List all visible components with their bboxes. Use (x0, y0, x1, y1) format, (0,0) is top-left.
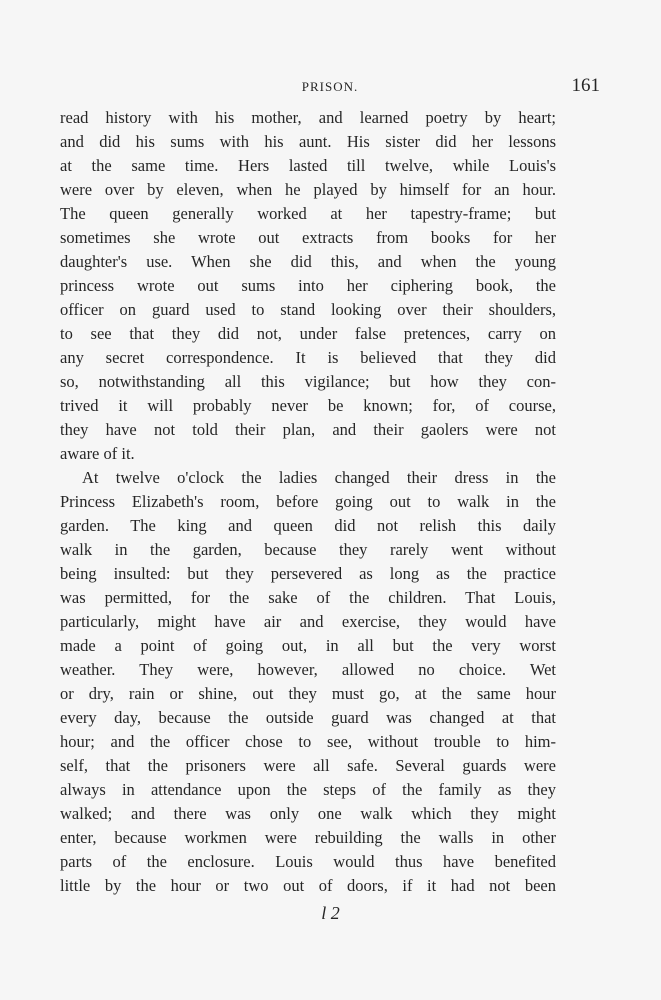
text-line: princess wrote out sums into her ciphering book, the (60, 276, 556, 295)
text-line: was permitted, for the sake of the children. That Louis, (60, 588, 556, 607)
text-line: so, notwithstanding all this vigilance; but how they con- (60, 372, 556, 391)
text-line: daughter's use. When she did this, and when the young (60, 252, 556, 271)
paragraph (60, 466, 556, 898)
text-line: particularly, might have air and exercise, they would have (60, 612, 556, 631)
text-line: hour; and the officer chose to see, without trouble to him- (60, 732, 556, 751)
text-line: The queen generally worked at her tapestry-frame; but (60, 204, 556, 223)
text-line: walk in the garden, because they rarely went without (60, 540, 556, 559)
body-text (60, 106, 556, 898)
text-line: read history with his mother, and learned poetry by heart; (60, 108, 556, 127)
text-line: parts of the enclosure. Louis would thus have benefited (60, 852, 556, 871)
text-line: sometimes she wrote out extracts from books for her (60, 228, 556, 247)
text-line: at the same time. Hers lasted till twelve, while Louis's (60, 156, 556, 175)
signature-mark: l 2 (321, 903, 340, 923)
text-line: and did his sums with his aunt. His sister did her lessons (60, 132, 556, 151)
page-number: 161 (571, 75, 600, 96)
text-line: every day, because the outside guard was changed at that (60, 708, 556, 727)
running-title: PRISON. (301, 79, 359, 94)
text-line: weather. They were, however, allowed no choice. Wet (60, 660, 556, 679)
text-line: enter, because workmen were rebuilding the walls in other (60, 828, 556, 847)
text-line: little by the hour or two out of doors, if it had not been (60, 876, 556, 895)
text-line: At twelve o'clock the ladies changed their dress in the (82, 468, 556, 487)
text-line: made a point of going out, in all but the very worst (60, 636, 556, 655)
paragraph (60, 106, 556, 466)
text-line: they have not told their plan, and their gaolers were not (60, 420, 556, 439)
text-line: trived it will probably never be known; for, of course, (60, 396, 556, 415)
text-line: walked; and there was only one walk which they might (60, 804, 556, 823)
text-line: or dry, rain or shine, out they must go, at the same hour (60, 684, 556, 703)
running-head (60, 75, 600, 99)
text-line: to see that they did not, under false pretences, carry on (60, 324, 556, 343)
text-line: any secret correspondence. It is believed that they did (60, 348, 556, 367)
text-line: aware of it. (60, 444, 135, 463)
text-line: were over by eleven, when he played by himself for an hour. (60, 180, 556, 199)
text-line: being insulted: but they persevered as long as the practice (60, 564, 556, 583)
text-line: always in attendance upon the steps of the family as they (60, 780, 556, 799)
text-line: Princess Elizabeth's room, before going out to walk in the (60, 492, 556, 511)
text-line: self, that the prisoners were all safe. Several guards were (60, 756, 556, 775)
text-line: garden. The king and queen did not relish this daily (60, 516, 556, 535)
text-line: officer on guard used to stand looking over their shoulders, (60, 300, 556, 319)
